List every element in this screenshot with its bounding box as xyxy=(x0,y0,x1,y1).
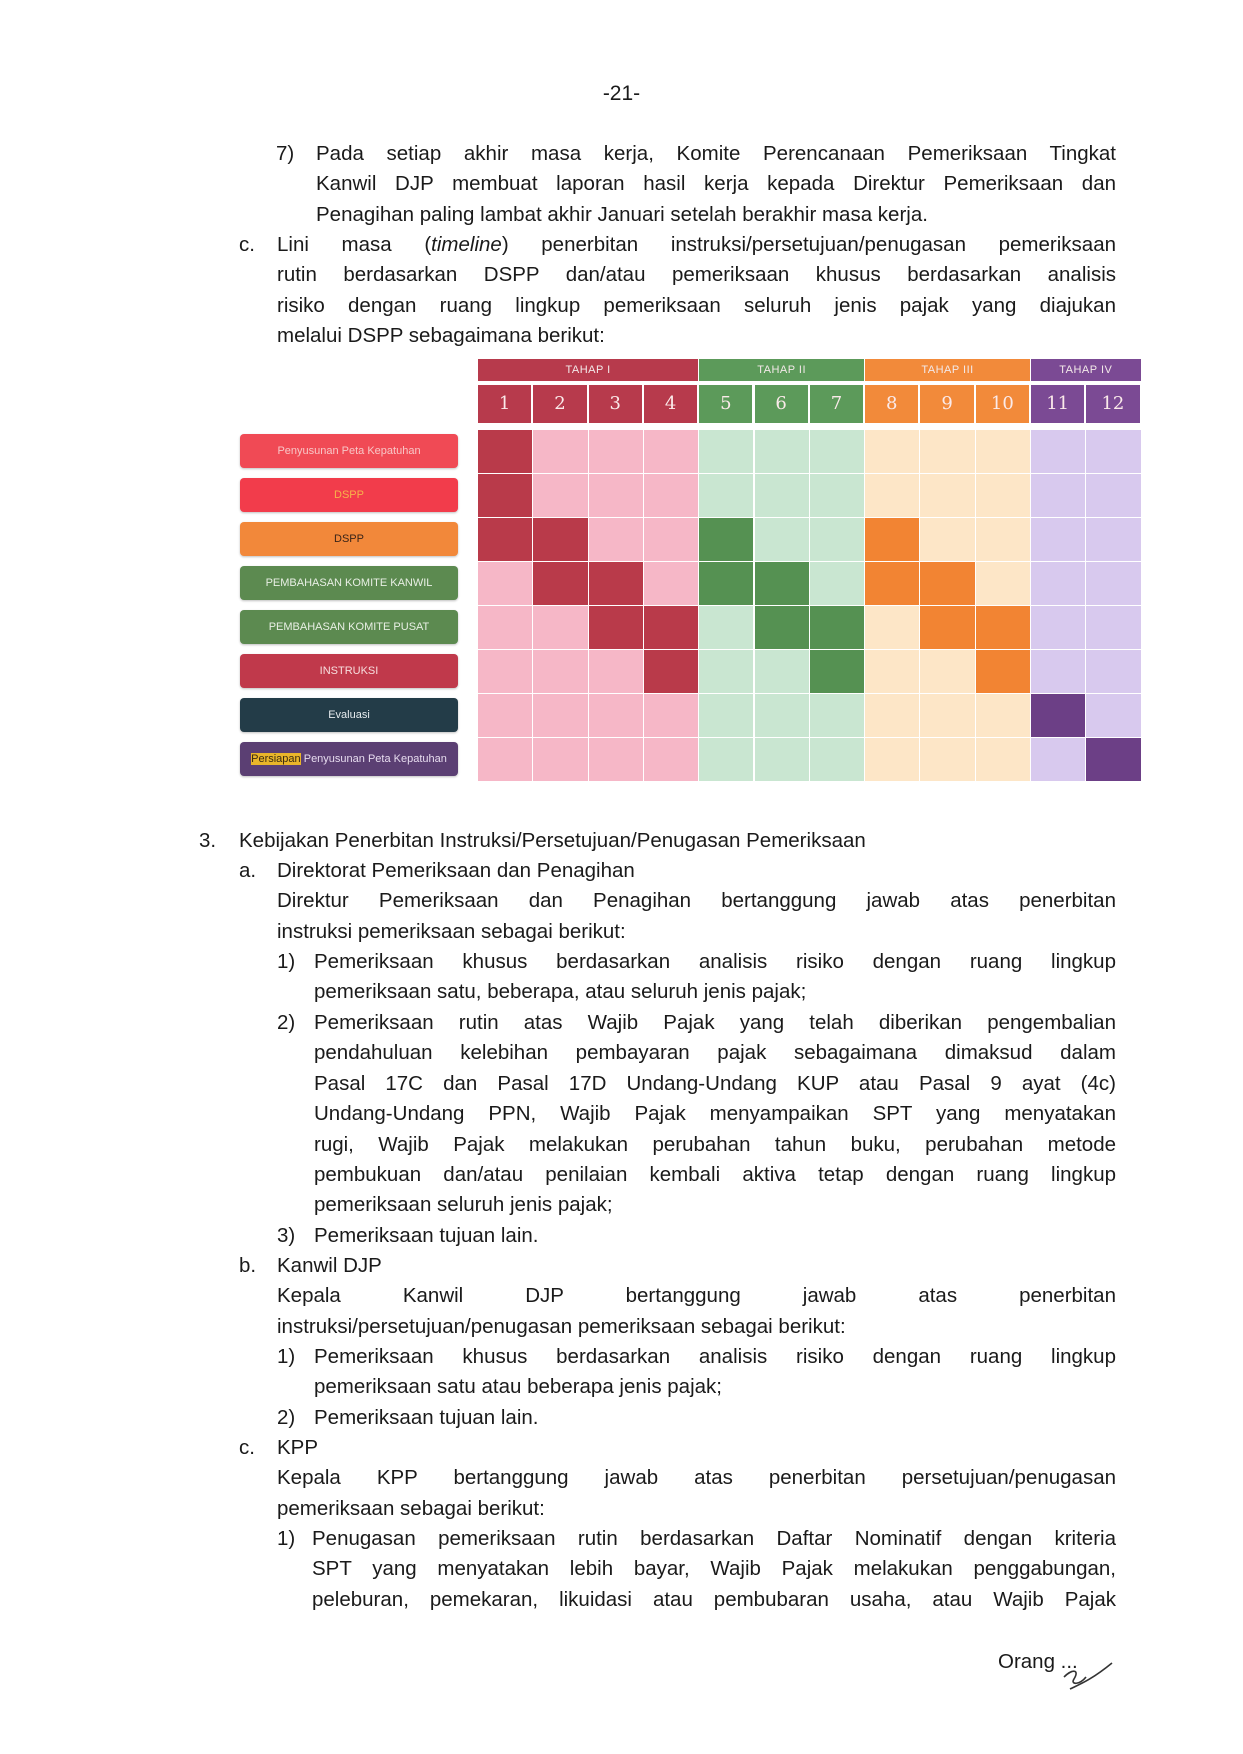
timeline-cell xyxy=(478,650,532,693)
list-marker: c. xyxy=(239,233,255,256)
month-header: 9 xyxy=(920,385,973,423)
month-header: 12 xyxy=(1086,385,1139,423)
timeline-cell xyxy=(976,430,1030,473)
timeline-cell xyxy=(865,650,919,693)
text-line: melalui DSPP sebagaimana berikut: xyxy=(277,324,605,348)
timeline-cell xyxy=(810,518,864,561)
timeline-cell xyxy=(533,430,587,473)
list-marker: 2) xyxy=(277,1406,296,1429)
text-line: pemeriksaan satu, beberapa, atau seluruh jenis pajak; xyxy=(314,980,807,1004)
list-marker: 3. xyxy=(199,829,217,852)
list-marker: 1) xyxy=(277,1527,296,1550)
text-line: pembukuan dan/atau penilaian kembali aktiva tetap dengan ruang lingkup xyxy=(314,1163,1116,1187)
timeline-cell-active xyxy=(920,562,974,605)
item-c-text xyxy=(277,230,1116,352)
timeline-cell-active xyxy=(865,518,919,561)
timeline-cell-active xyxy=(589,562,643,605)
list-marker: a. xyxy=(239,859,257,882)
text-line: Direktur Pemeriksaan dan Penagihan bertanggung jawab atas penerbitan xyxy=(277,889,1116,913)
month-header: 4 xyxy=(644,385,697,423)
timeline-cell xyxy=(589,518,643,561)
timeline-cell xyxy=(755,518,809,561)
timeline-cell xyxy=(1031,474,1085,517)
section-3a xyxy=(277,856,1116,947)
timeline-cell xyxy=(699,430,753,473)
timeline-cell xyxy=(976,694,1030,737)
timeline-cell xyxy=(976,562,1030,605)
activity-label: DSPP xyxy=(240,478,458,512)
month-header: 5 xyxy=(699,385,752,423)
timeline-cell-active xyxy=(644,606,698,649)
timeline-cell xyxy=(1031,650,1085,693)
timeline-cell xyxy=(810,474,864,517)
text-line: pemeriksaan sebagai berikut: xyxy=(277,1496,545,1520)
text-line: rugi, Wajib Pajak melakukan perubahan tahun buku, perubahan metode xyxy=(314,1132,1116,1156)
activity-label: Penyusunan Peta Kepatuhan xyxy=(240,434,458,468)
text-run: Lini masa ( xyxy=(277,233,432,256)
timeline-cell-active xyxy=(1086,738,1140,781)
phase-header: TAHAP II xyxy=(699,359,864,381)
activity-label-highlight: Persiapan xyxy=(251,753,301,765)
timeline-cell xyxy=(755,738,809,781)
timeline-cell xyxy=(865,694,919,737)
text-line: Pemeriksaan khusus berdasarkan analisis risiko dengan ruang lingkup xyxy=(314,1345,1116,1368)
timeline-cell xyxy=(755,430,809,473)
list-item xyxy=(314,1342,1116,1403)
timeline-cell xyxy=(699,474,753,517)
activity-label-text xyxy=(251,753,447,765)
timeline-cell-active xyxy=(976,606,1030,649)
activity-label xyxy=(240,742,458,776)
text-line: Penugasan pemeriksaan rutin berdasarkan Daftar Nominatif dengan kriteria xyxy=(312,1527,1116,1550)
timeline-cell xyxy=(755,474,809,517)
timeline-cell xyxy=(644,694,698,737)
text-line: Pemeriksaan tujuan lain. xyxy=(314,1224,539,1247)
timeline-cell xyxy=(755,650,809,693)
timeline-cell-active xyxy=(589,606,643,649)
text-line: pendahuluan kelebihan pembayaran pajak sebagaimana dimaksud dalam xyxy=(314,1041,1116,1065)
timeline-cell xyxy=(865,474,919,517)
timeline-cell xyxy=(478,694,532,737)
text-line: pemeriksaan satu atau beberapa jenis pajak; xyxy=(314,1375,722,1399)
list-item xyxy=(314,947,1116,1008)
timeline-cell xyxy=(920,474,974,517)
timeline-cell-active xyxy=(1031,694,1085,737)
timeline-cell xyxy=(920,694,974,737)
section-3-title: Kebijakan Penerbitan Instruksi/Persetujuan/Penugasan Pemeriksaan xyxy=(239,829,866,852)
timeline-cell xyxy=(920,650,974,693)
list-marker: b. xyxy=(239,1254,257,1277)
timeline-cell-active xyxy=(478,430,532,473)
activity-label: DSPP xyxy=(240,522,458,556)
timeline-cell xyxy=(533,606,587,649)
activity-label: PEMBAHASAN KOMITE PUSAT xyxy=(240,610,458,644)
timeline-cell xyxy=(589,474,643,517)
timeline-cell-active xyxy=(755,562,809,605)
timeline-cell xyxy=(755,694,809,737)
text-line: Pada setiap akhir masa kerja, Komite Perencanaan Pemeriksaan Tingkat xyxy=(316,142,1116,165)
initial-signature xyxy=(1060,1655,1120,1695)
text-line: rutin berdasarkan DSPP dan/atau pemeriksaan khusus berdasarkan analisis xyxy=(277,263,1116,287)
subsection-title: Direktorat Pemeriksaan dan Penagihan xyxy=(277,859,635,882)
timeline-cell xyxy=(810,562,864,605)
timeline-cell xyxy=(920,430,974,473)
timeline-cell xyxy=(920,518,974,561)
subsection-title: Kanwil DJP xyxy=(277,1254,382,1277)
timeline-cell xyxy=(1031,738,1085,781)
timeline-cell-active xyxy=(810,606,864,649)
item-7-text xyxy=(316,139,1116,230)
timeline-cell xyxy=(1086,694,1140,737)
text-line: Pasal 17C dan Pasal 17D Undang-Undang KUP atau Pasal 9 ayat (4c) xyxy=(314,1071,1116,1095)
timeline-cell xyxy=(699,606,753,649)
timeline-cell xyxy=(1086,474,1140,517)
timeline-cell xyxy=(478,562,532,605)
list-marker: 1) xyxy=(277,1345,296,1368)
timeline-cell xyxy=(865,430,919,473)
list-marker: 1) xyxy=(277,950,296,973)
timeline-cell-active xyxy=(478,518,532,561)
month-header: 10 xyxy=(976,385,1029,423)
timeline-cell xyxy=(976,474,1030,517)
timeline-cell-active xyxy=(699,518,753,561)
month-header: 8 xyxy=(865,385,918,423)
phase-header: TAHAP III xyxy=(865,359,1030,381)
timeline-cell xyxy=(644,474,698,517)
timeline-cell xyxy=(699,738,753,781)
timeline-cell xyxy=(1086,430,1140,473)
timeline-cell xyxy=(478,606,532,649)
list-marker: 7) xyxy=(276,142,295,165)
phase-header: TAHAP I xyxy=(478,359,698,381)
text-line: instruksi/persetujuan/penugasan pemeriksaan sebagai berikut: xyxy=(277,1314,846,1338)
timeline-cell xyxy=(810,430,864,473)
timeline-chart xyxy=(238,355,1158,795)
timeline-cell-active xyxy=(865,562,919,605)
text-line: Pemeriksaan rutin atas Wajib Pajak yang telah diberikan pengembalian xyxy=(314,1011,1116,1034)
activity-label: INSTRUKSI xyxy=(240,654,458,688)
text-line: Kanwil DJP membuat laporan hasil kerja kepada Direktur Pemeriksaan dan xyxy=(316,172,1116,196)
section-3c xyxy=(277,1433,1116,1524)
activity-label-rest: Penyusunan Peta Kepatuhan xyxy=(300,753,447,765)
timeline-cell xyxy=(644,738,698,781)
timeline-cell xyxy=(533,694,587,737)
month-header: 7 xyxy=(810,385,863,423)
timeline-cell xyxy=(644,562,698,605)
list-item xyxy=(312,1524,1116,1615)
timeline-cell xyxy=(920,738,974,781)
timeline-cell-active xyxy=(533,562,587,605)
timeline-cell xyxy=(699,650,753,693)
timeline-cell-active xyxy=(478,474,532,517)
activity-label: Evaluasi xyxy=(240,698,458,732)
timeline-cell xyxy=(1086,606,1140,649)
section-3b xyxy=(277,1251,1116,1342)
list-marker: c. xyxy=(239,1436,255,1459)
timeline-cell xyxy=(810,694,864,737)
timeline-cell-active xyxy=(920,606,974,649)
month-header: 1 xyxy=(478,385,531,423)
text-line xyxy=(277,230,1116,260)
timeline-cell xyxy=(589,694,643,737)
timeline-cell xyxy=(1086,518,1140,561)
timeline-term: timeline xyxy=(431,233,502,256)
timeline-cell xyxy=(1086,650,1140,693)
timeline-cell xyxy=(865,738,919,781)
month-header: 6 xyxy=(755,385,808,423)
timeline-cell xyxy=(533,650,587,693)
timeline-cell xyxy=(589,650,643,693)
list-item xyxy=(314,1403,1116,1433)
page-number: -21- xyxy=(602,82,641,105)
timeline-cell xyxy=(1031,518,1085,561)
timeline-cell-active xyxy=(644,650,698,693)
timeline-cell-active xyxy=(976,650,1030,693)
text-line: pemeriksaan seluruh jenis pajak; xyxy=(314,1193,613,1217)
timeline-cell xyxy=(699,694,753,737)
timeline-cell xyxy=(589,738,643,781)
timeline-cell xyxy=(976,518,1030,561)
text-run: ) penerbitan instruksi/persetujuan/penugasan pemeriksaan xyxy=(501,233,1116,256)
text-line: Penagihan paling lambat akhir Januari setelah berakhir masa kerja. xyxy=(316,202,928,226)
timeline-cell xyxy=(1031,606,1085,649)
timeline-cell-active xyxy=(810,650,864,693)
timeline-cell-active xyxy=(699,562,753,605)
subsection-title: KPP xyxy=(277,1436,319,1459)
timeline-cell xyxy=(478,738,532,781)
list-item xyxy=(314,1008,1116,1221)
timeline-cell xyxy=(589,430,643,473)
text-line: Pemeriksaan tujuan lain. xyxy=(314,1406,539,1429)
text-line: Kepala Kanwil DJP bertanggung jawab atas penerbitan xyxy=(277,1284,1116,1308)
timeline-cell-active xyxy=(533,518,587,561)
text-line: Undang-Undang PPN, Wajib Pajak menyampaikan SPT yang menyatakan xyxy=(314,1102,1116,1126)
timeline-cell xyxy=(810,738,864,781)
timeline-cell xyxy=(644,518,698,561)
timeline-cell xyxy=(533,474,587,517)
text-line: peleburan, pemekaran, likuidasi atau pembubaran usaha, atau Wajib Pajak xyxy=(312,1587,1116,1611)
text-line: risiko dengan ruang lingkup pemeriksaan seluruh jenis pajak yang diajukan xyxy=(277,293,1116,317)
timeline-cell xyxy=(865,606,919,649)
month-header: 3 xyxy=(589,385,642,423)
timeline-cell xyxy=(644,430,698,473)
timeline-cell xyxy=(1086,562,1140,605)
text-line: Kepala KPP bertanggung jawab atas penerbitan persetujuan/penugasan xyxy=(277,1466,1116,1490)
text-line: Pemeriksaan khusus berdasarkan analisis risiko dengan ruang lingkup xyxy=(314,950,1116,973)
timeline-cell-active xyxy=(755,606,809,649)
list-marker: 2) xyxy=(277,1011,296,1034)
text-line: SPT yang menyatakan lebih bayar, Wajib Pajak melakukan penggabungan, xyxy=(312,1557,1116,1581)
timeline-cell xyxy=(1031,562,1085,605)
list-item xyxy=(314,1221,1116,1251)
activity-label: PEMBAHASAN KOMITE KANWIL xyxy=(240,566,458,600)
timeline-cell xyxy=(1031,430,1085,473)
text-line: instruksi pemeriksaan sebagai berikut: xyxy=(277,919,626,943)
list-marker: 3) xyxy=(277,1224,296,1247)
timeline-cell xyxy=(533,738,587,781)
month-header: 2 xyxy=(533,385,586,423)
month-header: 11 xyxy=(1031,385,1084,423)
continuation-text: Orang ... xyxy=(998,1650,1078,1673)
phase-header: TAHAP IV xyxy=(1031,359,1141,381)
timeline-cell xyxy=(976,738,1030,781)
